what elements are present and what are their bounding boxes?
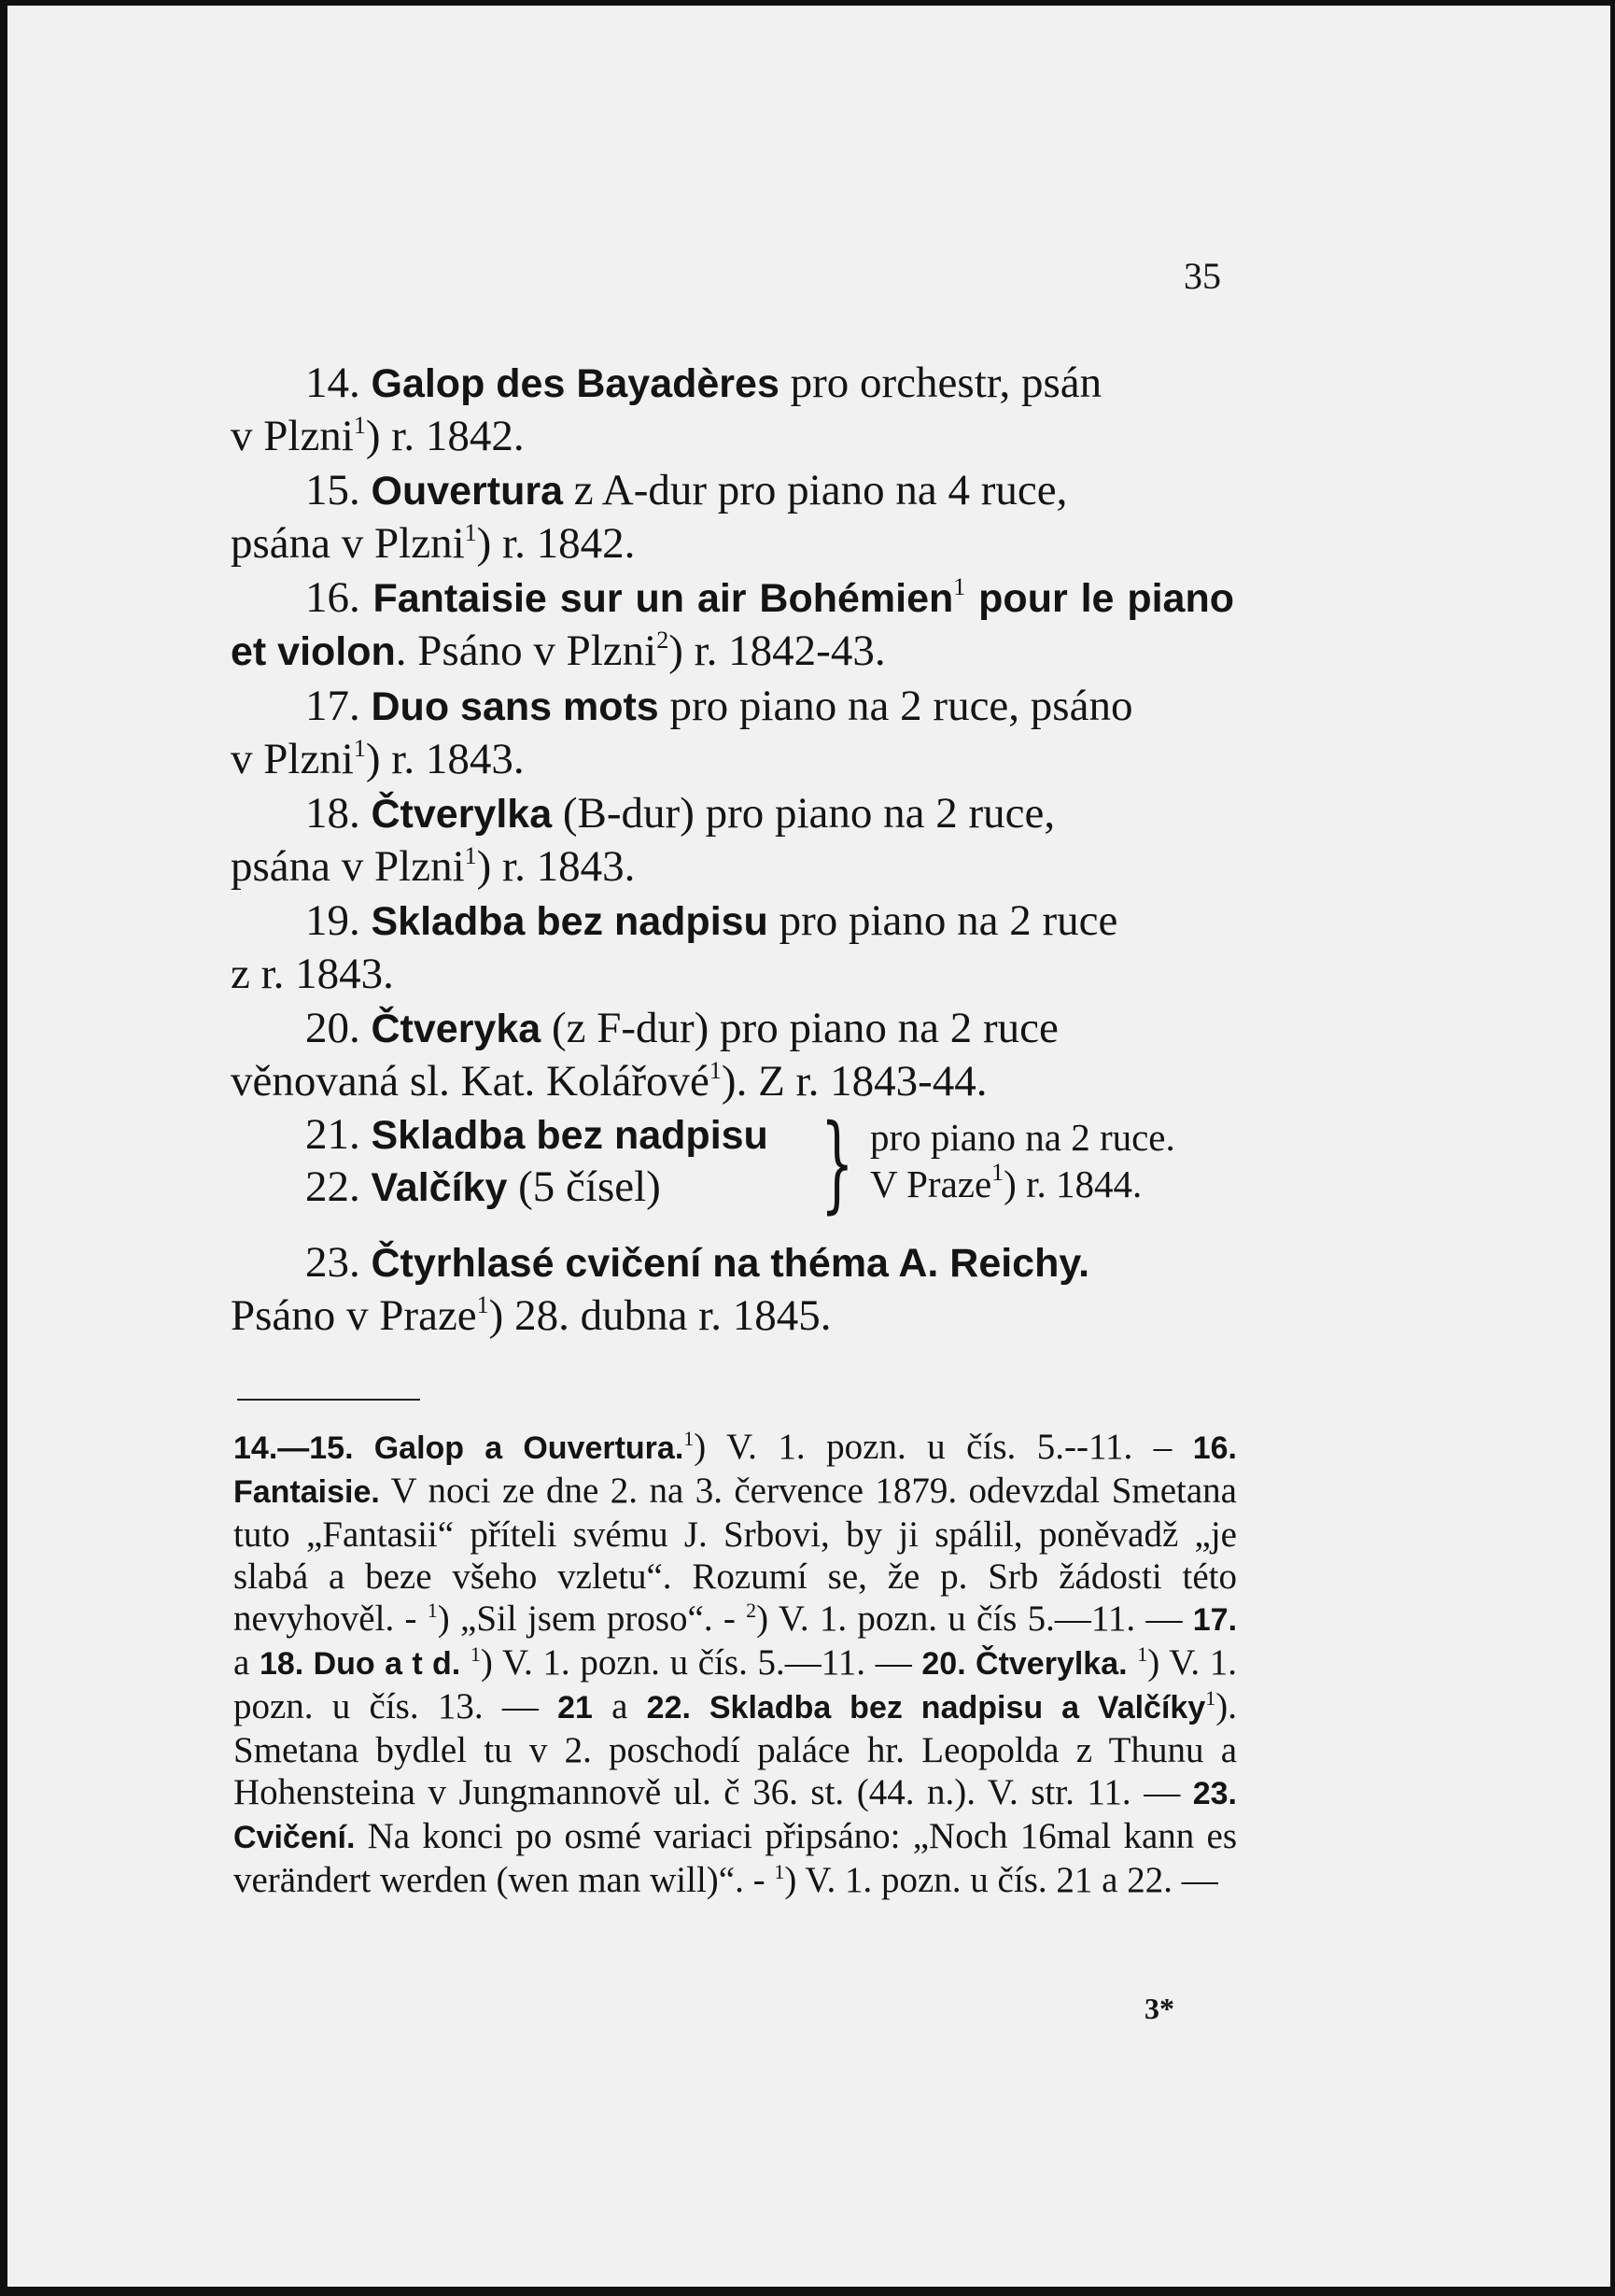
footnote-marker: 1 — [353, 412, 366, 439]
entry-list — [231, 357, 1234, 1344]
footnote-marker: 1 — [427, 1599, 438, 1622]
note-title: 23. Cvičení. — [233, 1776, 1237, 1855]
note-title: 18. Duo a t d. — [259, 1646, 461, 1682]
entry-text: (5 čísel) — [507, 1162, 661, 1211]
entry-number: 17. — [305, 682, 360, 730]
entry-title: Skladba bez nadpisu — [371, 1113, 768, 1158]
entry-number: 16. — [305, 573, 360, 622]
note-text: ) V. 1. pozn. u čís 5.—11. — — [756, 1599, 1193, 1639]
entry-text: (B-dur) pro piano na 2 ruce, — [552, 789, 1056, 838]
entry-cont: v Plzni — [231, 735, 354, 783]
note-text — [1128, 1642, 1138, 1683]
footnote-marker: 2 — [746, 1599, 757, 1622]
note-ref: 14.—15. — [233, 1430, 354, 1466]
entry-22 — [305, 1162, 661, 1212]
entry-cont2: ) r. 1842. — [476, 519, 636, 568]
entry-number: 19. — [305, 896, 360, 945]
printer-signature: 3* — [1145, 1992, 1174, 2025]
entry-text: pro piano na 2 ruce, psáno — [658, 682, 1133, 730]
brace-symbol: } — [821, 1103, 854, 1224]
entry-23 — [231, 1236, 1234, 1342]
entry-cont2: ) r. 1842-43. — [668, 627, 886, 675]
entry-17 — [231, 680, 1234, 785]
note-title: Galop a Ouvertura. — [353, 1430, 684, 1466]
brace-text-line1: pro piano na 2 ruce. — [870, 1116, 1175, 1159]
footnote-marker: 1 — [1137, 1642, 1148, 1666]
note-text: ) V. 1. pozn. u čís. 5.--11. – — [694, 1427, 1193, 1467]
entry-14 — [231, 357, 1234, 462]
scan-border-top — [0, 0, 1615, 6]
entries-21-22 — [231, 1103, 1234, 1224]
note-ref: 21 — [557, 1690, 593, 1726]
entry-15 — [231, 464, 1234, 570]
note-text: V noci ze dne 2. na 3. července 1879. odevzdal Smetana tuto „Fantasii“ příteli svému J. Srbovi, by ji spálil, poněvadž „je slabá a beze všeho vzletu“. Rozumí se, že p. Srb žádosti této nevyhověl. - — [233, 1471, 1237, 1639]
entry-cont2: ). Z r. 1843-44. — [721, 1057, 988, 1106]
entry-cont: věnovaná sl. Kat. Kolářové — [231, 1057, 709, 1106]
note-text: Na konci po osmé variaci připsáno: „Noch 16mal kann es verändert werden (wen man will)“. - — [233, 1816, 1237, 1900]
entry-text: pro piano na 2 ruce — [767, 896, 1118, 945]
footnotes — [233, 1426, 1237, 1901]
entry-19 — [231, 894, 1234, 1000]
scan-border-right — [1610, 0, 1615, 2296]
footnote-marker: 1 — [353, 735, 366, 762]
note-text: a — [233, 1642, 260, 1683]
footnote-marker: 2 — [656, 627, 669, 654]
footnote-marker: 1 — [953, 573, 966, 600]
entry-title: Ouvertura — [371, 469, 564, 514]
scan-border-bottom — [0, 2287, 1615, 2296]
brace-text-place: V Praze — [870, 1162, 992, 1205]
entry-title: Fantaisie sur un air Bohémien — [372, 576, 954, 621]
entry-number: 14. — [305, 359, 360, 407]
entry-cont: v Plzni — [231, 412, 354, 460]
scan-border-left — [0, 0, 7, 2296]
footnote-marker: 1 — [991, 1159, 1004, 1186]
entry-cont: z r. 1843. — [231, 950, 394, 998]
note-text: ) „Sil jsem proso“. - — [437, 1599, 747, 1639]
note-title: 16. Fantaisie. — [233, 1430, 1237, 1510]
note-text: a — [592, 1686, 647, 1726]
entry-text: . Psáno v Plzni — [395, 627, 657, 675]
entry-title: Čtyrhlasé cvičení na théma A. Reichy. — [371, 1241, 1090, 1286]
note-text — [460, 1642, 470, 1683]
note-title: 20. Čtverylka. — [921, 1646, 1128, 1682]
entry-20 — [231, 1002, 1234, 1107]
entry-cont2: ) r. 1843. — [476, 842, 636, 891]
entry-title: Skladba bez nadpisu — [371, 899, 768, 944]
note-text: ) V. 1. pozn. u čís. 5.—11. — — [480, 1642, 922, 1683]
entry-text: pro orchestr, psán — [779, 359, 1102, 407]
brace-text-line2 — [870, 1159, 1143, 1206]
note-text: ) V. 1. pozn. u čís. 13. — — [233, 1642, 1238, 1726]
footnote-marker: 1 — [774, 1860, 785, 1883]
entry-16 — [231, 571, 1234, 678]
entry-number: 18. — [305, 789, 360, 838]
entry-21 — [305, 1109, 768, 1160]
footnote-marker: 1 — [464, 519, 477, 546]
entry-title: Duo sans mots — [371, 684, 659, 729]
entry-cont: psána v Plzni — [231, 519, 465, 568]
brace-text-year: ) r. 1844. — [1004, 1162, 1143, 1205]
entry-text: (z F-dur) pro piano na 2 ruce — [541, 1004, 1059, 1052]
footnote-marker: 1 — [683, 1427, 695, 1450]
footnote-rule — [237, 1399, 420, 1401]
entry-title: Galop des Bayadères — [371, 361, 779, 406]
entry-18 — [231, 787, 1234, 893]
note-text: ) V. 1. pozn. u čís. 21 a 22. — — [784, 1860, 1218, 1900]
entry-number: 15. — [305, 466, 360, 514]
entry-title: Valčíky — [371, 1165, 508, 1210]
entry-title-cont: pour le piano et violon — [231, 576, 1234, 674]
entry-title: Čtveryka — [371, 1007, 541, 1051]
entry-cont2: ) r. 1843. — [365, 735, 525, 783]
entry-number: 20. — [305, 1004, 360, 1052]
page-number: 35 — [1184, 255, 1221, 297]
entry-cont2: ) r. 1842. — [365, 412, 525, 460]
note-title: 22. Skladba bez nadpisu a Valčíky — [646, 1690, 1206, 1726]
entry-number: 21. — [305, 1110, 360, 1159]
footnote-marker: 1 — [464, 842, 477, 869]
entry-number: 23. — [305, 1238, 360, 1287]
entry-cont: psána v Plzni — [231, 842, 465, 891]
footnote-marker: 1 — [709, 1057, 722, 1084]
entry-cont: Psáno v Praze — [231, 1291, 477, 1340]
entry-text: z A-dur pro piano na 4 ruce, — [563, 466, 1068, 514]
entry-title: Čtverylka — [371, 792, 553, 837]
entry-number: 22. — [305, 1162, 360, 1211]
footnote-marker: 1 — [470, 1642, 481, 1666]
footnote-marker: 1 — [476, 1291, 489, 1318]
note-ref: 17. — [1192, 1602, 1238, 1638]
note-text: ). Smetana bydlel tu v 2. poschodí paláce hr. Leopolda z Thunu a Hohensteina v Jungmannově ul. č 36. st. (44. n.). V. str. 11. — — [233, 1686, 1237, 1812]
footnote-marker: 1 — [1205, 1686, 1216, 1710]
entry-cont2: ) 28. dubna r. 1845. — [488, 1291, 832, 1340]
